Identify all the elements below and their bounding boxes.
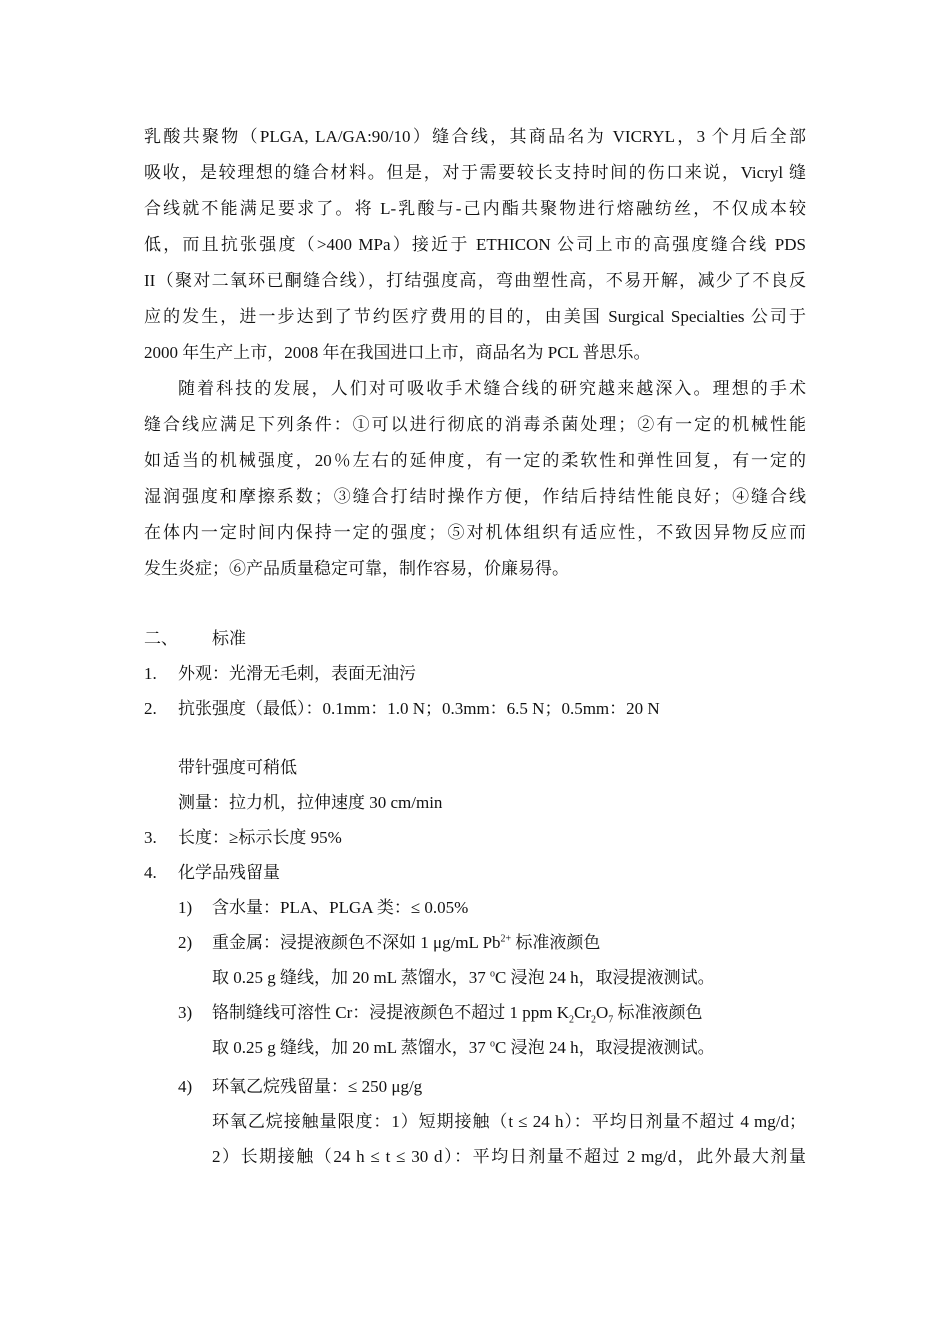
subitem-4-line-3: 2）长期接触（24 h ≤ t ≤ 30 d）：平均日剂量不超过 2 mg/d，此外最大剂量: [212, 1147, 806, 1166]
subitem-4-text: 环氧乙烷残留量：≤ 250 μg/g: [212, 1077, 423, 1096]
subitem-3-text-pre: 铬制缝线可溶性 Cr：浸提液颜色不超过 1 ppm K: [212, 1003, 569, 1022]
subitem-2-note-sup: o: [489, 968, 495, 980]
item-4-text: 化学品残留量: [178, 863, 280, 882]
subitem-3-sub-1: 2: [569, 1014, 574, 1026]
subitem-3-note-sup: o: [489, 1038, 495, 1050]
subitem-3-number: 3): [178, 1003, 193, 1022]
paragraph-1-line-4: 低，而且抗张强度（>400 MPa）接近于 ETHICON 公司上市的高强度缝合线 PDS: [144, 235, 806, 254]
paragraph-1-line-2: 吸收，是较理想的缝合材料。但是，对于需要较长支持时间的伤口来说，Vicryl 缝: [144, 163, 806, 182]
item-1-text: 外观：光滑无毛刺，表面无油污: [178, 664, 416, 683]
paragraph-1-line-5: II（聚对二氧环已酮缝合线），打结强度高，弯曲塑性高，不易开解，减少了不良反: [144, 271, 806, 290]
item-3-number: 3.: [144, 828, 157, 847]
subitem-3-sub-2: 2: [591, 1014, 596, 1026]
item-1-number: 1.: [144, 664, 157, 683]
item-3-text: 长度：≥标示长度 95%: [178, 828, 342, 847]
subitem-1-text: 含水量：PLA、PLGA 类：≤ 0.05%: [212, 898, 469, 917]
subitem-4-line-2: 环氧乙烷接触量限度：1）短期接触（t ≤ 24 h）：平均日剂量不超过 4 mg/d；: [212, 1112, 806, 1131]
subitem-2-note-b: C 浸泡 24 h，取浸提液测试。: [494, 968, 715, 987]
paragraph-2-line-5: 在体内一定时间内保持一定的强度；⑤对机体组织有适应性，不致因异物反应而: [144, 523, 806, 542]
subitem-3-note-a: 取 0.25 g 缝线，加 20 mL 蒸馏水，37: [212, 1038, 490, 1057]
subitem-3-text-post: 标准液颜色: [613, 1003, 703, 1022]
subitem-3-sub-3: 7: [608, 1014, 614, 1026]
subitem-3-note-b: C 浸泡 24 h，取浸提液测试。: [494, 1038, 715, 1057]
subitem-4-number: 4): [178, 1077, 193, 1096]
paragraph-2-line-2: 缝合线应满足下列条件：①可以进行彻底的消毒杀菌处理；②有一定的机械性能: [144, 415, 806, 434]
paragraph-1-line-1: 乳酸共聚物（PLGA, LA/GA:90/10）缝合线，其商品名为 VICRYL，3 个月后全部: [144, 127, 806, 146]
item-4-number: 4.: [144, 863, 157, 882]
subitem-2-text-pre: 重金属：浸提液颜色不深如 1 μg/mL Pb: [212, 933, 501, 952]
subitem-2-note: [212, 967, 715, 989]
subitem-3-mid-1: Cr: [574, 1003, 591, 1022]
subitem-3-text: [212, 1002, 703, 1024]
paragraph-1-line-7: 2000 年生产上市，2008 年在我国进口上市，商品名为 PCL 普思乐。: [144, 343, 651, 362]
subitem-2-note-a: 取 0.25 g 缝线，加 20 mL 蒸馏水，37: [212, 968, 490, 987]
paragraph-2-line-1: 随着科技的发展，人们对可吸收手术缝合线的研究越来越深入。理想的手术: [178, 379, 806, 398]
paragraph-2-line-4: 湿润强度和摩擦系数；③缝合打结时操作方便，作结后持结性能良好；④缝合线: [144, 487, 806, 506]
subitem-2-text-post: 标准液颜色: [511, 933, 601, 952]
item-2-note-2: 测量：拉力机，拉伸速度 30 cm/min: [178, 793, 443, 812]
paragraph-1-line-3: 合线就不能满足要求了。将 L-乳酸与-己内酯共聚物进行熔融纺丝，不仅成本较: [144, 199, 806, 218]
subitem-2-text-sup: 2+: [500, 933, 512, 945]
subitem-2-text: [212, 932, 600, 954]
paragraph-1-line-6: 应的发生，进一步达到了节约医疗费用的目的，由美国 Surgical Specialties 公司于: [144, 307, 806, 326]
subitem-3-mid-2: O: [596, 1003, 609, 1022]
subitem-1-number: 1): [178, 898, 193, 917]
subitem-2-number: 2): [178, 933, 193, 952]
item-2-note-1: 带针强度可稍低: [178, 758, 297, 777]
subitem-3-note: [212, 1037, 715, 1059]
paragraph-2-line-3: 如适当的机械强度，20％左右的延伸度，有一定的柔软性和弹性回复，有一定的: [144, 451, 806, 470]
item-2-text: 抗张强度（最低）：0.1mm：1.0 N；0.3mm：6.5 N；0.5mm：20 N: [178, 699, 660, 718]
item-2-number: 2.: [144, 699, 157, 718]
section-title: 标准: [212, 629, 246, 648]
section-number: 二、: [144, 629, 178, 648]
paragraph-2-line-6: 发生炎症；⑥产品质量稳定可靠，制作容易，价廉易得。: [144, 559, 569, 578]
